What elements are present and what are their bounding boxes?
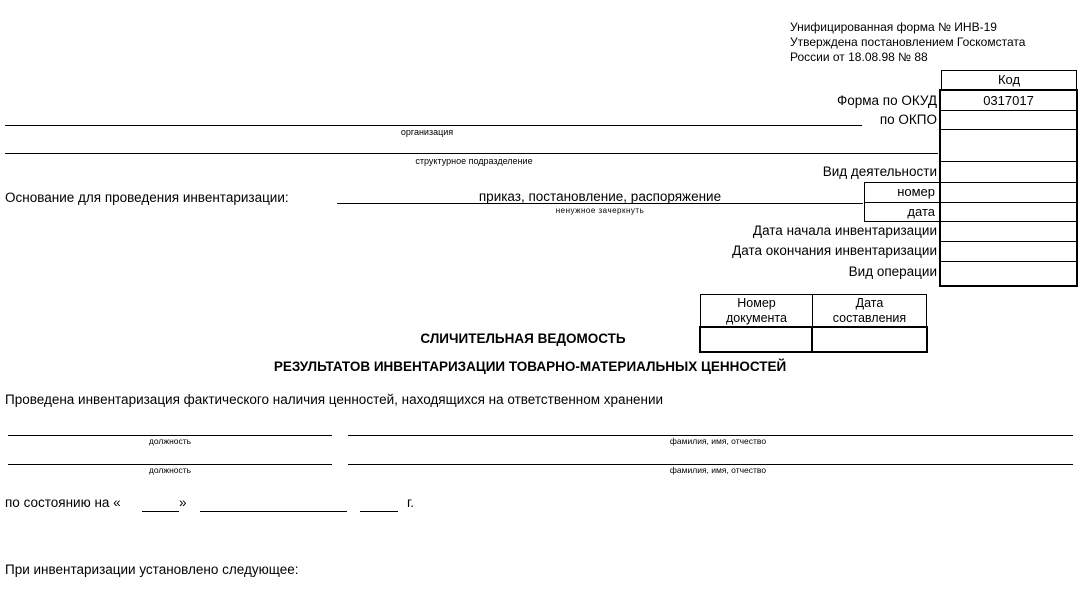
position-caption-1: должность — [148, 436, 192, 446]
okpo-label: по ОКПО — [879, 112, 937, 127]
activity-code-cell[interactable] — [941, 161, 1076, 182]
organization-line[interactable] — [5, 124, 862, 126]
as-of-prefix: по состоянию на « — [5, 495, 121, 510]
as-of-month-blank[interactable] — [200, 510, 347, 512]
inv-start-code-cell[interactable] — [941, 221, 1076, 241]
basis-options: приказ, постановление, распоряжение — [478, 189, 722, 204]
unit-caption: структурное подразделение — [415, 156, 533, 166]
operation-label: Вид операции — [848, 264, 937, 279]
form-title-line2: РЕЗУЛЬТАТОВ ИНВЕНТАРИЗАЦИИ ТОВАРНО-МАТЕРИАЛЬНЫХ ЦЕННОСТЕЙ — [273, 359, 787, 374]
inv-end-label: Дата окончания инвентаризации — [732, 243, 937, 258]
doc-table-header — [700, 294, 927, 327]
as-of-year-blank[interactable] — [360, 510, 398, 512]
as-of-day-blank[interactable] — [142, 510, 179, 512]
as-of-close-quote: » — [179, 495, 187, 510]
unit-line[interactable] — [5, 152, 938, 154]
form-approval-note-line3: России от 18.08.98 № 88 — [790, 50, 928, 64]
conducted-text: Проведена инвентаризация фактического наличия ценностей, находящихся на ответственном хранении — [5, 392, 664, 407]
name-caption-1: фамилия, имя, отчество — [669, 436, 767, 446]
form-title-line1: СЛИЧИТЕЛЬНАЯ ВЕДОМОСТЬ — [420, 331, 626, 346]
doc-number-header-line2: документа — [726, 311, 787, 325]
activity-label: Вид деятельности — [822, 164, 937, 179]
established-text: При инвентаризации установлено следующее: — [5, 562, 299, 577]
form-approval-note-line2: Утверждена постановлением Госкомстата — [790, 35, 1026, 49]
okpo-code-cell[interactable] — [941, 110, 1076, 129]
basis-number-code-cell[interactable] — [941, 182, 1076, 202]
org-code-cell[interactable] — [941, 129, 1076, 161]
basis-number-label: номер — [897, 184, 935, 199]
okud-label: Форма по ОКУД — [836, 93, 937, 108]
basis-number-date-box — [864, 182, 941, 222]
okud-code-cell: 0317017 — [983, 93, 1034, 108]
basis-date-label: дата — [865, 202, 940, 221]
code-column-header: Код — [941, 70, 1077, 90]
doc-date-header-cell — [813, 295, 926, 326]
form-approval-note — [790, 20, 1025, 65]
basis-note: ненужное зачеркнуть — [555, 206, 645, 215]
as-of-year-suffix: г. — [407, 495, 415, 510]
position-caption-2: должность — [148, 465, 192, 475]
inv-start-label: Дата начала инвентаризации — [752, 223, 937, 238]
doc-date-header-line2: составления — [832, 311, 907, 325]
inv-end-code-cell[interactable] — [941, 241, 1076, 261]
basis-date-code-cell[interactable] — [941, 202, 1076, 221]
doc-number-header-cell — [701, 295, 813, 326]
basis-label: Основание для проведения инвентаризации: — [5, 190, 289, 205]
doc-number-header-line1: Номер — [737, 296, 776, 310]
organization-caption: организация — [400, 127, 454, 137]
code-column-body — [939, 89, 1078, 287]
operation-code-cell[interactable] — [941, 261, 1076, 285]
name-caption-2: фамилия, имя, отчество — [669, 465, 767, 475]
form-approval-note-line1: Унифицированная форма № ИНВ-19 — [790, 20, 997, 34]
doc-date-header-line1: Дата — [855, 296, 884, 310]
